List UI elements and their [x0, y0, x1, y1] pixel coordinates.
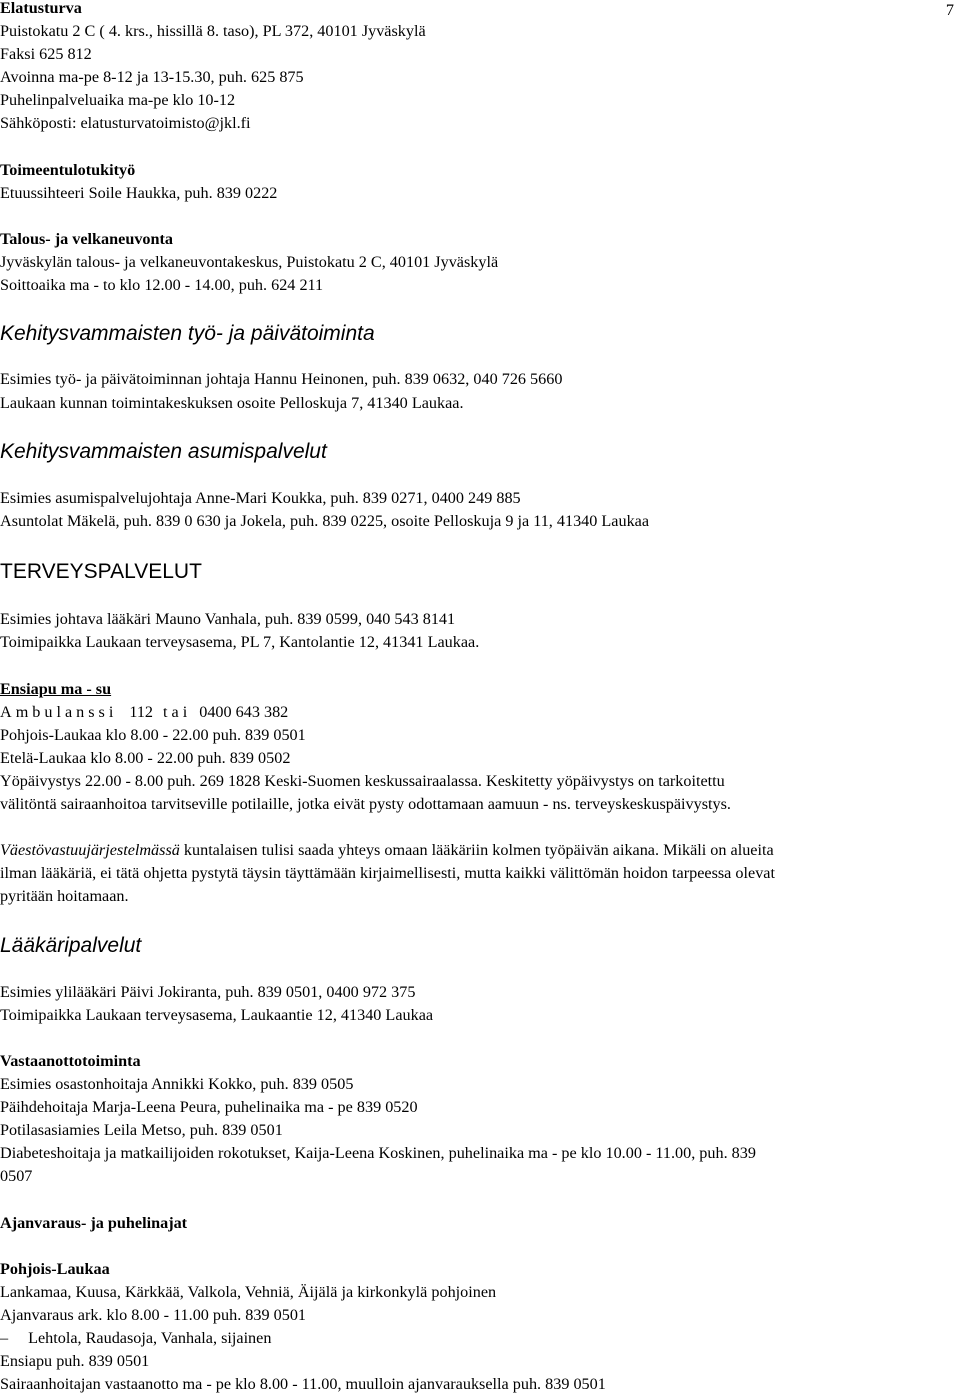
- terveyspalvelut-manager: Esimies johtava lääkäri Mauno Vanhala, puh. 839 0599, 040 543 8141: [0, 610, 456, 628]
- paivatoiminta-manager: Esimies työ- ja päivätoiminnan johtaja Hannu Heinonen, puh. 839 0632, 040 726 5660: [0, 370, 563, 388]
- vastaanotto-diabeteshoitaja-cont: 0507: [0, 1167, 33, 1185]
- vastaanotto-paihdehoitaja: Päihdehoitaja Marja-Leena Peura, puhelinaika ma - pe 839 0520: [0, 1098, 418, 1116]
- asumispalvelut-manager: Esimies asumispalvelujohtaja Anne-Mari Koukka, puh. 839 0271, 0400 249 885: [0, 489, 521, 507]
- elatusturva-fax: Faksi 625 812: [0, 45, 92, 63]
- ensiapu-title: Ensiapu ma - su: [0, 680, 112, 698]
- pohjois-laukaa-villages: Lankamaa, Kuusa, Kärkkää, Valkola, Vehniä, Äijälä ja kirkonkylä pohjoinen: [0, 1283, 497, 1301]
- ambulanssi-alt-number: 0400 643 382: [199, 703, 289, 721]
- ensiapu-yopaivystys: Yöpäivystys 22.00 - 8.00 puh. 269 1828 Keski-Suomen keskussairaalassa. Keskitetty yöpäivystys on tarkoitettu: [0, 772, 725, 790]
- velkaneuvonta-hours: Soittoaika ma - to klo 12.00 - 14.00, puh. 624 211: [0, 276, 324, 294]
- elatusturva-address: Puistokatu 2 C ( 4. krs., hissillä 8. taso), PL 372, 40101 Jyväskylä: [0, 22, 426, 40]
- vastaanotto-potilasasiamies: Potilasasiamies Leila Metso, puh. 839 0501: [0, 1121, 283, 1139]
- vastuu-line-2: ilman lääkäriä, ei tätä ohjetta pystytä täysin täyttämään kirjaimellisesti, mutta kaikki välittömän hoidon tarpeessa olevat: [0, 864, 775, 882]
- asumispalvelut-heading: Kehitysvammaisten asumispalvelut: [0, 440, 327, 463]
- terveyspalvelut-heading: TERVEYSPALVELUT: [0, 560, 202, 583]
- vastaanotto-title: Vastaanottotoiminta: [0, 1052, 141, 1070]
- paivatoiminta-heading: Kehitysvammaisten työ- ja päivätoiminta: [0, 322, 375, 345]
- toimeentulotukityo-contact: Etuussihteeri Soile Haukka, puh. 839 0222: [0, 184, 278, 202]
- terveyspalvelut-address: Toimipaikka Laukaan terveysasema, PL 7, Kantolantie 12, 41341 Laukaa.: [0, 633, 480, 651]
- ajanvaraus-title: Ajanvaraus- ja puhelinajat: [0, 1214, 188, 1232]
- pohjois-laukaa-doctors: [0, 1328, 271, 1348]
- ambulanssi-tai: tai: [163, 703, 192, 721]
- page-number: 7: [945, 1, 954, 19]
- laakaripalvelut-address: Toimipaikka Laukaan terveysasema, Laukaantie 12, 41340 Laukaa: [0, 1006, 434, 1024]
- vastaanotto-diabeteshoitaja: Diabeteshoitaja ja matkailijoiden rokotukset, Kaija-Leena Koskinen, puhelinaika ma - pe klo 10.00 - 11.00, puh. 839: [0, 1144, 756, 1162]
- ambulanssi-label: Ambulanssi: [0, 703, 118, 721]
- toimeentulotukityo-title: Toimeentulotukityö: [0, 161, 136, 179]
- dash-bullet: –: [0, 1329, 9, 1347]
- laakaripalvelut-heading: Lääkäripalvelut: [0, 934, 142, 957]
- vastuu-italic-lead: Väestövastuujärjestelmässä: [0, 841, 180, 859]
- pohjois-laukaa-ensiapu: Ensiapu puh. 839 0501: [0, 1352, 150, 1370]
- pohjois-laukaa-sairaanhoitaja: Sairaanhoitajan vastaanotto ma - pe klo 8.00 - 11.00, muulloin ajanvarauksella puh. 839 0501: [0, 1375, 606, 1393]
- asumispalvelut-residences: Asuntolat Mäkelä, puh. 839 0 630 ja Jokela, puh. 839 0225, osoite Pelloskuja 9 ja 11, 41340 Laukaa: [0, 512, 650, 530]
- ensiapu-etela: Etelä-Laukaa klo 8.00 - 22.00 puh. 839 0502: [0, 749, 291, 767]
- vastuu-line-1: [0, 840, 774, 860]
- vastuu-line-1-rest: kuntalaisen tulisi saada yhteys omaan lääkäriin kolmen työpäivän aikana. Mikäli on alueita: [179, 841, 774, 859]
- elatusturva-hours: Avoinna ma-pe 8-12 ja 13-15.30, puh. 625 875: [0, 68, 304, 86]
- velkaneuvonta-title: Talous- ja velkaneuvonta: [0, 230, 174, 248]
- ambulanssi-line: [0, 702, 288, 722]
- vastuu-line-3: pyritään hoitamaan.: [0, 887, 129, 905]
- ensiapu-yopaivystys-cont: välitöntä sairaanhoitoa tarvitseville potilaille, jotka eivät pysty odottamaan aamuun - ns. terveyskeskuspäivystys.: [0, 795, 731, 813]
- pohjois-laukaa-title: Pohjois-Laukaa: [0, 1260, 110, 1278]
- elatusturva-phone-hours: Puhelinpalveluaika ma-pe klo 10-12: [0, 91, 236, 109]
- ambulanssi-number: 112: [129, 703, 154, 721]
- paivatoiminta-address: Laukaan kunnan toimintakeskuksen osoite Pelloskuja 7, 41340 Laukaa.: [0, 394, 464, 412]
- elatusturva-title: Elatusturva: [0, 0, 82, 17]
- vastaanotto-manager: Esimies osastonhoitaja Annikki Kokko, puh. 839 0505: [0, 1075, 354, 1093]
- ensiapu-pohjois: Pohjois-Laukaa klo 8.00 - 22.00 puh. 839 0501: [0, 726, 306, 744]
- pohjois-laukaa-doctor-names: Lehtola, Raudasoja, Vanhala, sijainen: [28, 1329, 272, 1347]
- elatusturva-email: Sähköposti: elatusturvatoimisto@jkl.fi: [0, 114, 251, 132]
- laakaripalvelut-manager: Esimies ylilääkäri Päivi Jokiranta, puh. 839 0501, 0400 972 375: [0, 983, 416, 1001]
- velkaneuvonta-address: Jyväskylän talous- ja velkaneuvontakeskus, Puistokatu 2 C, 40101 Jyväskylä: [0, 253, 499, 271]
- pohjois-laukaa-booking: Ajanvaraus ark. klo 8.00 - 11.00 puh. 839 0501: [0, 1306, 307, 1324]
